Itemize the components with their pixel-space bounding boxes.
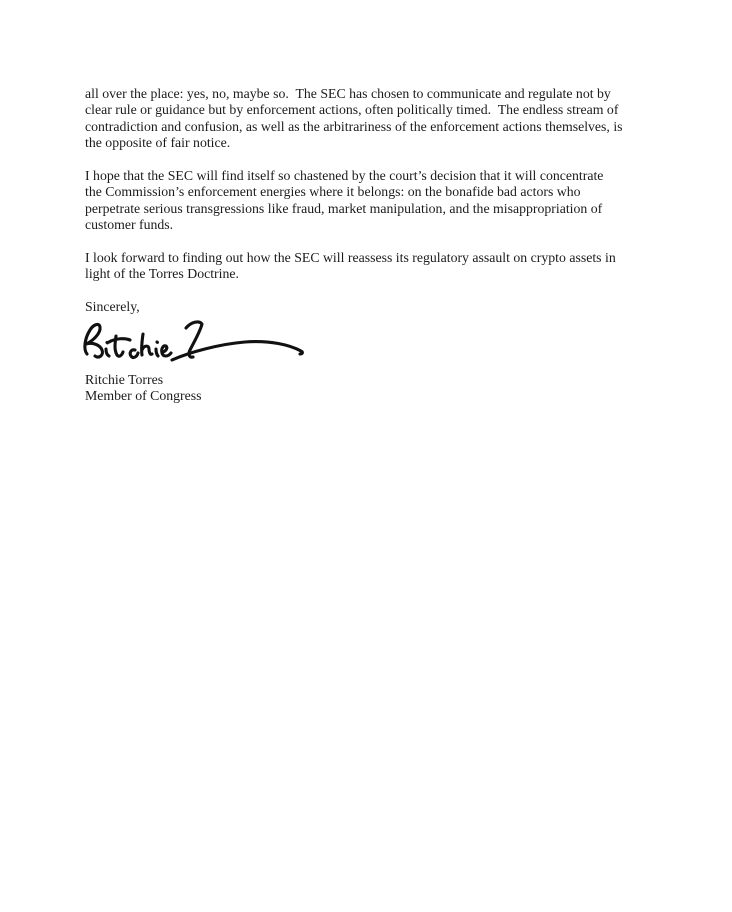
paragraph-line: customer funds. — [85, 217, 174, 233]
paragraph-line: the opposite of fair notice. — [85, 135, 231, 151]
closing-salutation: Sincerely, — [85, 299, 140, 315]
signer-title: Member of Congress — [85, 388, 202, 404]
paragraph-line: perpetrate serious transgressions like fraud, market manipulation, and the misappropriation of — [85, 200, 603, 216]
paragraph-enforcement — [85, 168, 665, 234]
paragraph-line: clear rule or guidance but by enforcement actions, often politically timed. The endless stream of — [85, 102, 619, 118]
paragraph-line: I hope that the SEC will find itself so chastened by the court’s decision that it will concentrate — [85, 168, 604, 184]
signer-name: Ritchie Torres — [85, 371, 164, 387]
paragraph-line: all over the place: yes, no, maybe so. The SEC has chosen to communicate and regulate not by — [85, 86, 611, 101]
paragraph-line: the Commission’s enforcement energies where it belongs: on the bonafide bad actors who — [85, 184, 581, 200]
ritchie-torres-signature-icon — [82, 319, 310, 362]
paragraph-torres-doctrine — [85, 250, 665, 283]
paragraph-fair-notice — [85, 86, 665, 152]
paragraph-line: I look forward to finding out how the SEC will reassess its regulatory assault on crypto assets in — [85, 250, 616, 266]
paragraph-line: contradiction and confusion, as well as the arbitrariness of the enforcement actions themselves, is — [85, 118, 623, 134]
paragraph-line: light of the Torres Doctrine. — [85, 266, 239, 282]
letter-body — [85, 86, 665, 404]
